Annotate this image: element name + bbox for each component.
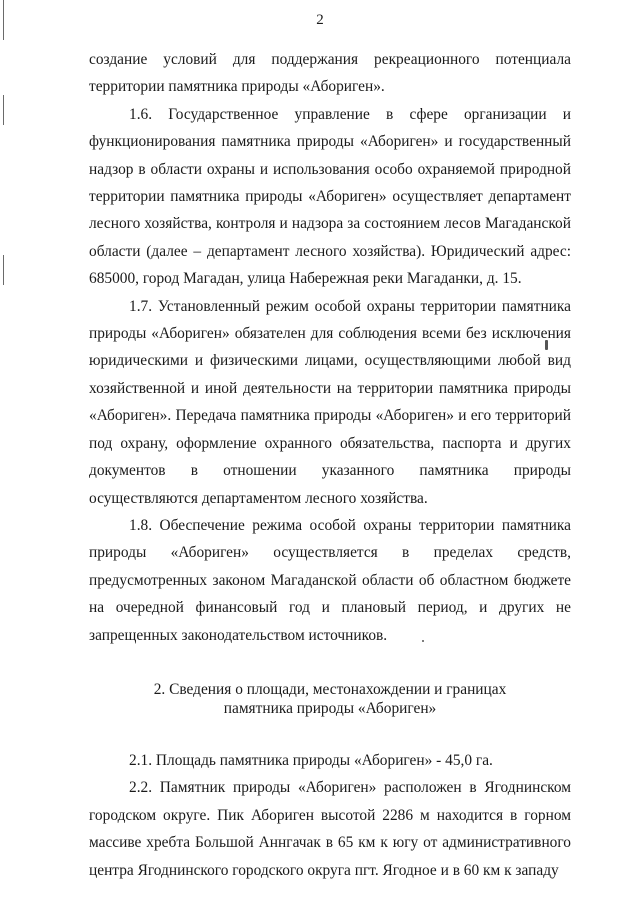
document-body [89,46,571,884]
scan-edge-mark [3,95,4,125]
paragraph-2-1: 2.1. Площадь памятника природы «Абориген» - 45,0 га. [129,751,493,769]
scan-edge-mark [3,255,4,285]
section-heading-line-2: памятника природы «Абориген» [223,699,437,717]
paragraph-1-6: 1.6. Государственное управление в сфере организации и функционирования памятника природы «Абориген» и государственный надзор в области охраны и использования особо охраняемой природной территории памятника природы «Абориген» осуществляет департамент лесного хозяйства, контроля и надзора за состоянием лесов Магаданской области (далее – департамент лесного хозяйства). Юридический адрес: 685000, город Магадан, улица Набережная реки Магаданки, д. 15. [89,105,571,288]
section-heading-line-1: 2. Сведения о площади, местонахождении и границах [153,680,507,698]
paragraph-1-8: 1.8. Обеспечение режима особой охраны территории памятника природы «Абориген» осуществляется в пределах средств, предусмотренных законом Магаданской области об областном бюджете на очередной финансовый год и плановый период, и других не запрещенных законодательством источников. [89,516,571,644]
paragraph-1-7: 1.7. Установленный режим особой охраны территории памятника природы «Абориген» обязателен для соблюдения всеми без исключения юридическими и физическими лицами, осуществляющими любой вид хозяйственной и иной деятельности на территории памятника природы «Абориген». Передача памятника природы «Абориген» и его территорий под охрану, оформление охранного обязательства, паспорта и других документов в отношении указанного памятника природы осуществляются департаментом лесного хозяйства. [89,297,571,507]
paragraph-2-2: 2.2. Памятник природы «Абориген» расположен в Ягоднинском городском округе. Пик Абориген высотой 2286 м находится в горном массиве хребта Большой Аннгачак в 65 км к югу от административного центра Ягоднинского городского округа пгт. Ягодное и в 60 км к западу [89,779,571,879]
paragraph-continuation: создание условий для поддержания рекреационного потенциала территории памятника природы «Абориген». [89,51,571,96]
section-heading [89,649,571,747]
page-number: 2 [316,12,324,28]
